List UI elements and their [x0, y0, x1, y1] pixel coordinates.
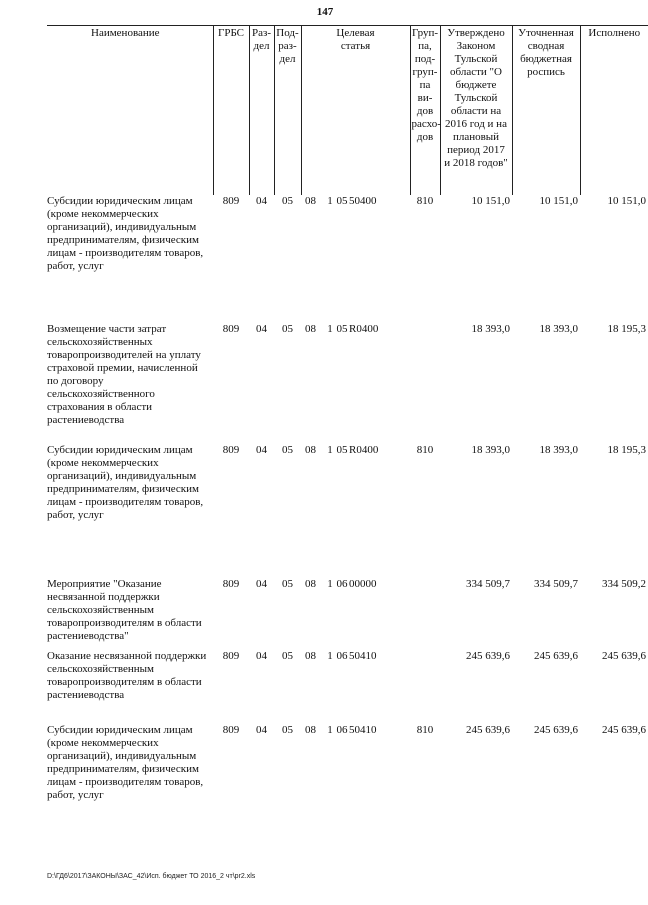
cel-code-part: 1: [327, 724, 333, 736]
row-podrazdel: 05: [282, 195, 293, 207]
row-utverzhdeno: 10 151,0: [471, 195, 510, 207]
row-grbs: 809: [222, 724, 240, 736]
row-utochnennaya: 18 393,0: [539, 444, 578, 456]
row-utverzhdeno: 334 509,7: [466, 578, 510, 590]
row-grbs: 809: [222, 578, 240, 590]
cel-code-part: 50400: [349, 195, 377, 207]
row-grbs: 809: [222, 444, 240, 456]
budget-table: [47, 25, 648, 824]
cel-code-part: 1: [327, 650, 333, 662]
row-utverzhdeno: 18 393,0: [471, 323, 510, 335]
row-ispolneno: 10 151,0: [607, 195, 646, 207]
row-utochnennaya: 245 639,6: [534, 650, 578, 662]
row-celevaya-statya: [301, 323, 410, 444]
cel-code-part: 08: [305, 323, 316, 335]
row-utverzhdeno: 245 639,6: [466, 650, 510, 662]
cel-code-part: 1: [327, 578, 333, 590]
row-razdel: 04: [256, 195, 267, 207]
cel-code-part: 08: [305, 578, 316, 590]
row-grbs: 809: [222, 323, 240, 335]
row-ispolneno: 334 509,2: [602, 578, 646, 590]
cel-code-part: 06: [336, 578, 348, 590]
cel-code-part: 50410: [349, 650, 377, 662]
row-razdel: 04: [256, 444, 267, 456]
row-vid-rashodov: [410, 578, 440, 650]
row-podrazdel: 05: [282, 650, 293, 662]
row-celevaya-statya: [301, 578, 410, 650]
row-vid-rashodov: 810: [416, 195, 434, 207]
cel-code-part: 50410: [349, 724, 377, 736]
header-vid-rashodov: Груп- па, под- груп- па ви- дов расхо- дов: [410, 26, 440, 196]
row-vid-rashodov: [410, 323, 440, 444]
row-utverzhdeno: 18 393,0: [471, 444, 510, 456]
row-podrazdel: 05: [282, 578, 293, 590]
row-utochnennaya: 245 639,6: [534, 724, 578, 736]
table-row: [47, 323, 648, 444]
row-vid-rashodov: [410, 650, 440, 724]
row-utochnennaya: 18 393,0: [539, 323, 578, 335]
row-celevaya-statya: [301, 195, 410, 323]
header-razdel: Раз- дел: [249, 26, 274, 196]
table-row: [47, 195, 648, 323]
row-name: Возмещение части затрат сельскохозяйственных товаропроизводителей на уплату страховой премии, начисленной по договору сельскохозяйственного страхования в области растениеводства: [47, 323, 201, 426]
cel-code-part: 1: [327, 195, 333, 207]
table-header-row: [47, 26, 648, 196]
cel-code-part: 08: [305, 444, 316, 456]
cel-code-part: 1: [327, 323, 333, 335]
row-celevaya-statya: [301, 650, 410, 724]
row-utochnennaya: 10 151,0: [539, 195, 578, 207]
row-vid-rashodov: 810: [416, 724, 434, 736]
row-podrazdel: 05: [282, 323, 293, 335]
header-ispolneno: Исполнено: [580, 26, 648, 196]
row-grbs: 809: [222, 650, 240, 662]
row-celevaya-statya: [301, 724, 410, 824]
page-number: 147: [316, 6, 334, 18]
header-grbs: ГРБС: [213, 26, 249, 196]
row-name: Субсидии юридическим лицам (кроме некоммерческих организаций), индивидуальным предпринимателям, физическим лицам - производителям товаров, работ, услуг: [47, 724, 204, 801]
cel-code-part: 1: [327, 444, 333, 456]
header-name: Наименование: [47, 26, 213, 196]
row-ispolneno: 18 195,3: [607, 323, 646, 335]
header-utverzhdeno: Утверждено Законом Тульской области "О бюджете Тульской области на 2016 год и на плановый период 2017 и 2018 годов": [440, 26, 512, 196]
row-ispolneno: 18 195,3: [607, 444, 646, 456]
row-grbs: 809: [222, 195, 240, 207]
cel-code-part: R0400: [349, 444, 379, 456]
row-name: Мероприятие "Оказание несвязанной поддержки сельскохозяйственным товаропроизводителям в области растениеводства": [47, 578, 202, 642]
table-row: [47, 724, 648, 824]
row-razdel: 04: [256, 578, 267, 590]
row-podrazdel: 05: [282, 444, 293, 456]
cel-code-part: 08: [305, 650, 316, 662]
cel-code-part: 06: [336, 724, 348, 736]
cel-code-part: 08: [305, 195, 316, 207]
cel-code-part: 06: [336, 650, 348, 662]
row-name: Субсидии юридическим лицам (кроме некоммерческих организаций), индивидуальным предпринимателям, физическим лицам - производителям товаров, работ, услуг: [47, 195, 204, 272]
table-row: [47, 650, 648, 724]
row-razdel: 04: [256, 323, 267, 335]
cel-code-part: 05: [336, 323, 348, 335]
cel-code-part: 08: [305, 724, 316, 736]
row-utverzhdeno: 245 639,6: [466, 724, 510, 736]
cel-code-part: 00000: [349, 578, 377, 590]
row-razdel: 04: [256, 650, 267, 662]
footer-file-path: D:\ГД6\2017\ЗАКОНЫ\ЗАС_42\Исп. бюджет ТО 2016_2 чт\pr2.xls: [47, 873, 256, 880]
row-razdel: 04: [256, 724, 267, 736]
row-ispolneno: 245 639,6: [602, 650, 646, 662]
row-utochnennaya: 334 509,7: [534, 578, 578, 590]
cel-code-part: 05: [336, 444, 348, 456]
row-ispolneno: 245 639,6: [602, 724, 646, 736]
cel-code-part: R0400: [349, 323, 379, 335]
table-row: [47, 578, 648, 650]
row-podrazdel: 05: [282, 724, 293, 736]
table-body: [47, 195, 648, 824]
header-podrazdel: Под- раз- дел: [274, 26, 301, 196]
cel-code-part: 05: [336, 195, 348, 207]
header-celevaya-statya: Целевая статья: [301, 26, 410, 196]
row-celevaya-statya: [301, 444, 410, 578]
row-name: Субсидии юридическим лицам (кроме некоммерческих организаций), индивидуальным предпринимателям, физическим лицам - производителям товаров, работ, услуг: [47, 444, 204, 521]
row-name: Оказание несвязанной поддержки сельскохозяйственным товаропроизводителям в области растениеводства: [47, 650, 207, 701]
row-vid-rashodov: 810: [416, 444, 434, 456]
header-utochnennaya-rospis: Уточненная сводная бюджетная роспись: [512, 26, 580, 196]
table-row: [47, 444, 648, 578]
